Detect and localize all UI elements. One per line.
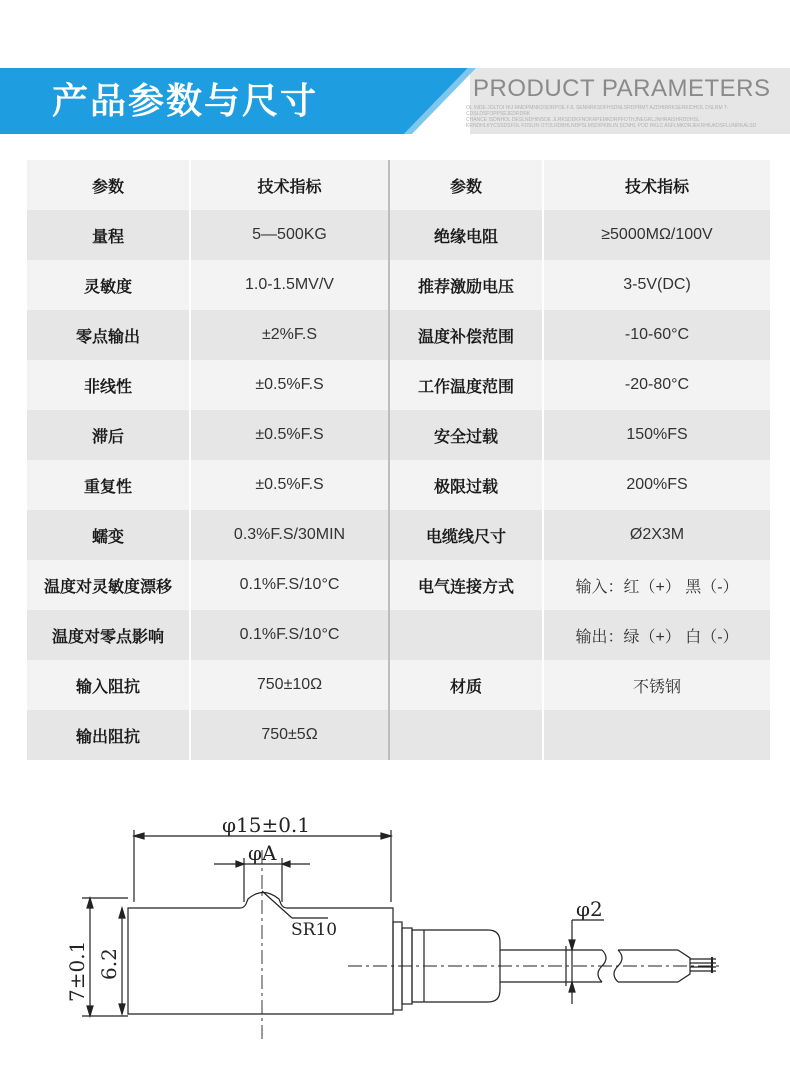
table-row bbox=[27, 410, 770, 460]
param-value-cell: 输出：绿（+） 白（-） bbox=[543, 610, 770, 660]
param-name-cell: 工作温度范围 bbox=[389, 360, 543, 410]
param-name-cell: 蠕变 bbox=[27, 510, 190, 560]
table-row bbox=[27, 560, 770, 610]
param-value-cell: 输入：红（+） 黑（-） bbox=[543, 560, 770, 610]
groove-diameter-label: φA bbox=[248, 841, 277, 865]
banner-subtitle bbox=[466, 105, 766, 129]
banner-subtitle-line: CHANCE ISDNHOL DESLNDHINSDE JLRKSDDKFNOKRPEMKDRPFOTHJNEGRLJNHRAISHRDDHSL bbox=[466, 117, 700, 123]
param-name-cell: 温度对灵敏度漂移 bbox=[27, 560, 190, 610]
param-name-cell: 灵敏度 bbox=[27, 260, 190, 310]
param-name-cell: 输入阻抗 bbox=[27, 660, 190, 710]
banner-subtitle-line: OL INDE JOLTOI HIJ RMDPMNKDSDRPOE FJL SENNRKSDFHSDNLSRDPRMT AZDHIRRKSERKIDHOL DSLRM T-CDSLDSFOPPSEJEDRDRK bbox=[466, 105, 729, 117]
table-row bbox=[27, 660, 770, 710]
table-header-cell: 技术指标 bbox=[543, 160, 770, 210]
param-value-cell: 0.1%F.S/10°C bbox=[190, 560, 389, 610]
param-name-cell: 电缆线尺寸 bbox=[389, 510, 543, 560]
param-name-cell: 重复性 bbox=[27, 460, 190, 510]
banner-subtitle-line: KRNDHLKYCSSDSFOL FDSLIN OTOLRDBHLNDPSLMSDIPKBLIN SCNHL POD RKLC ASFLMKDRJEKRHIUKDSFLUNRKALSO bbox=[466, 123, 757, 129]
table-row bbox=[27, 610, 770, 660]
param-value-cell: -20-80°C bbox=[543, 360, 770, 410]
param-value-cell: -10-60°C bbox=[543, 310, 770, 360]
param-name-cell: 温度补偿范围 bbox=[389, 310, 543, 360]
param-name-cell: 电气连接方式 bbox=[389, 560, 543, 610]
param-name-cell: 绝缘电阻 bbox=[389, 210, 543, 260]
param-value-cell: 750±10Ω bbox=[190, 660, 389, 710]
param-value-cell: ≥5000MΩ/100V bbox=[543, 210, 770, 260]
page-title-en: PRODUCT PARAMETERS bbox=[473, 75, 771, 102]
table-header-row bbox=[27, 160, 770, 210]
outer-diameter-label: φ15±0.1 bbox=[222, 813, 311, 837]
param-value-cell: ±0.5%F.S bbox=[190, 360, 389, 410]
radius-label: SR10 bbox=[291, 920, 338, 940]
param-name-cell: 量程 bbox=[27, 210, 190, 260]
height-label: 7±0.1 bbox=[65, 940, 89, 1002]
param-value-cell: 0.3%F.S/30MIN bbox=[190, 510, 389, 560]
param-name-cell bbox=[389, 610, 543, 660]
parameter-table bbox=[27, 160, 770, 760]
param-name-cell: 非线性 bbox=[27, 360, 190, 410]
table-row bbox=[27, 510, 770, 560]
dimension-drawing bbox=[0, 790, 790, 1084]
param-name-cell: 输出阻抗 bbox=[27, 710, 190, 760]
param-name-cell bbox=[389, 710, 543, 760]
param-value-cell: 750±5Ω bbox=[190, 710, 389, 760]
table-header-cell: 参数 bbox=[27, 160, 190, 210]
table-row bbox=[27, 210, 770, 260]
param-name-cell: 零点输出 bbox=[27, 310, 190, 360]
param-name-cell: 安全过载 bbox=[389, 410, 543, 460]
table-header-cell: 技术指标 bbox=[190, 160, 389, 210]
param-name-cell: 温度对零点影响 bbox=[27, 610, 190, 660]
page-title: 产品参数与尺寸 bbox=[52, 81, 319, 122]
table-row bbox=[27, 710, 770, 760]
table-row bbox=[27, 360, 770, 410]
param-value-cell: 200%FS bbox=[543, 460, 770, 510]
table-row bbox=[27, 310, 770, 360]
table-header-cell: 参数 bbox=[389, 160, 543, 210]
body-height-label: 6.2 bbox=[97, 948, 121, 980]
param-name-cell: 推荐激励电压 bbox=[389, 260, 543, 310]
param-value-cell: ±0.5%F.S bbox=[190, 460, 389, 510]
param-value-cell: 5—500KG bbox=[190, 210, 389, 260]
cable-diameter-label: φ2 bbox=[576, 897, 603, 921]
param-value-cell: 3-5V(DC) bbox=[543, 260, 770, 310]
param-value-cell: ±2%F.S bbox=[190, 310, 389, 360]
param-name-cell: 极限过载 bbox=[389, 460, 543, 510]
table-row bbox=[27, 260, 770, 310]
param-name-cell: 滞后 bbox=[27, 410, 190, 460]
param-name-cell: 材质 bbox=[389, 660, 543, 710]
param-value-cell bbox=[543, 710, 770, 760]
param-value-cell: 不锈钢 bbox=[543, 660, 770, 710]
param-value-cell: 1.0-1.5MV/V bbox=[190, 260, 389, 310]
param-value-cell: ±0.5%F.S bbox=[190, 410, 389, 460]
param-value-cell: Ø2X3M bbox=[543, 510, 770, 560]
param-value-cell: 150%FS bbox=[543, 410, 770, 460]
param-value-cell: 0.1%F.S/10°C bbox=[190, 610, 389, 660]
table-row bbox=[27, 460, 770, 510]
